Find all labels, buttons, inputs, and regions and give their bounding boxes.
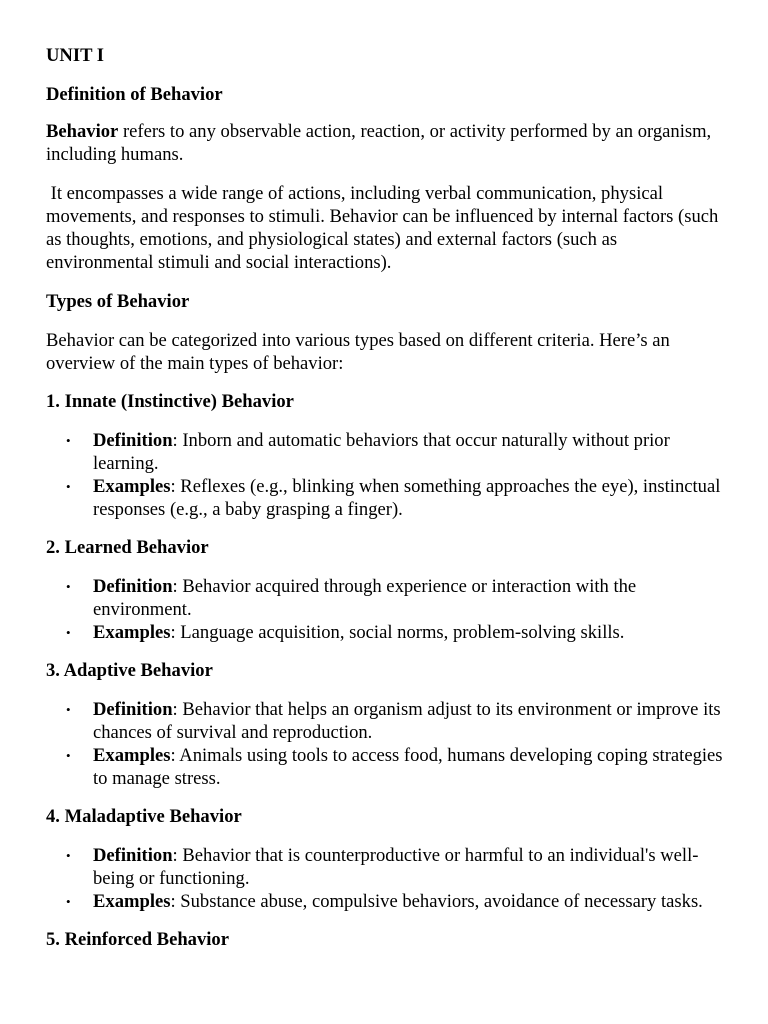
item-label: Examples bbox=[93, 745, 171, 766]
bullet-icon: • bbox=[66, 625, 71, 640]
item-text: : Behavior acquired through experience or interaction with the environment. bbox=[93, 576, 637, 620]
list-item bbox=[46, 429, 726, 475]
item-text: : Reflexes (e.g., blinking when something approaches the eye), instinctual responses (e.g., a baby grasping a finger). bbox=[93, 476, 721, 520]
definition-heading: Definition of Behavior bbox=[46, 84, 223, 105]
list-item bbox=[46, 621, 726, 644]
item-text: : Language acquisition, social norms, problem-solving skills. bbox=[170, 622, 625, 643]
bullet-icon: • bbox=[66, 702, 71, 717]
section-heading: 4. Maladaptive Behavior bbox=[46, 806, 242, 827]
bullet-icon: • bbox=[66, 894, 71, 909]
section-list bbox=[46, 429, 726, 521]
item-label: Definition bbox=[93, 699, 173, 720]
bullet-icon: • bbox=[66, 579, 71, 594]
bullet-icon: • bbox=[66, 748, 71, 763]
unit-title: UNIT I bbox=[46, 45, 105, 66]
item-label: Examples bbox=[93, 476, 171, 497]
section-heading: 3. Adaptive Behavior bbox=[46, 660, 213, 681]
item-label: Definition bbox=[93, 430, 173, 451]
bullet-icon: • bbox=[66, 433, 71, 448]
item-label: Definition bbox=[93, 576, 173, 597]
item-label: Examples bbox=[93, 891, 171, 912]
definition-text: refers to any observable action, reaction, or activity performed by an organism, including humans. bbox=[46, 121, 712, 165]
encompasses-paragraph: It encompasses a wide range of actions, including verbal communication, physical movements, and responses to stimuli. Behavior can be influenced by internal factors (such as thoughts, emotions, and physiological states) and external factors (such as environmental stimuli and social interactions). bbox=[46, 183, 719, 273]
section-heading: 5. Reinforced Behavior bbox=[46, 929, 229, 950]
types-intro-paragraph: Behavior can be categorized into various types based on different criteria. Here’s an overview of the main types of behavior: bbox=[46, 330, 670, 374]
item-text: : Animals using tools to access food, humans developing coping strategies to manage stress. bbox=[93, 745, 723, 789]
bullet-icon: • bbox=[66, 848, 71, 863]
document-page bbox=[46, 44, 726, 951]
list-item bbox=[46, 575, 726, 621]
section-list bbox=[46, 575, 726, 644]
list-item bbox=[46, 844, 726, 890]
list-item bbox=[46, 744, 726, 790]
list-item bbox=[46, 475, 726, 521]
types-heading: Types of Behavior bbox=[46, 291, 190, 312]
item-label: Examples bbox=[93, 622, 171, 643]
bullet-icon: • bbox=[66, 479, 71, 494]
section-list bbox=[46, 844, 726, 913]
definition-paragraph bbox=[46, 120, 726, 166]
item-text: : Inborn and automatic behaviors that occur naturally without prior learning. bbox=[93, 430, 670, 474]
list-item bbox=[46, 698, 726, 744]
section-heading: 1. Innate (Instinctive) Behavior bbox=[46, 391, 294, 412]
item-label: Definition bbox=[93, 845, 173, 866]
item-text: : Behavior that is counterproductive or harmful to an individual's well-being or functioning. bbox=[93, 845, 699, 889]
item-text: : Substance abuse, compulsive behaviors, avoidance of necessary tasks. bbox=[170, 891, 703, 912]
section-heading: 2. Learned Behavior bbox=[46, 537, 209, 558]
definition-term: Behavior bbox=[46, 121, 119, 142]
list-item bbox=[46, 890, 726, 913]
item-text: : Behavior that helps an organism adjust to its environment or improve its chances of survival and reproduction. bbox=[93, 699, 721, 743]
section-list bbox=[46, 698, 726, 790]
